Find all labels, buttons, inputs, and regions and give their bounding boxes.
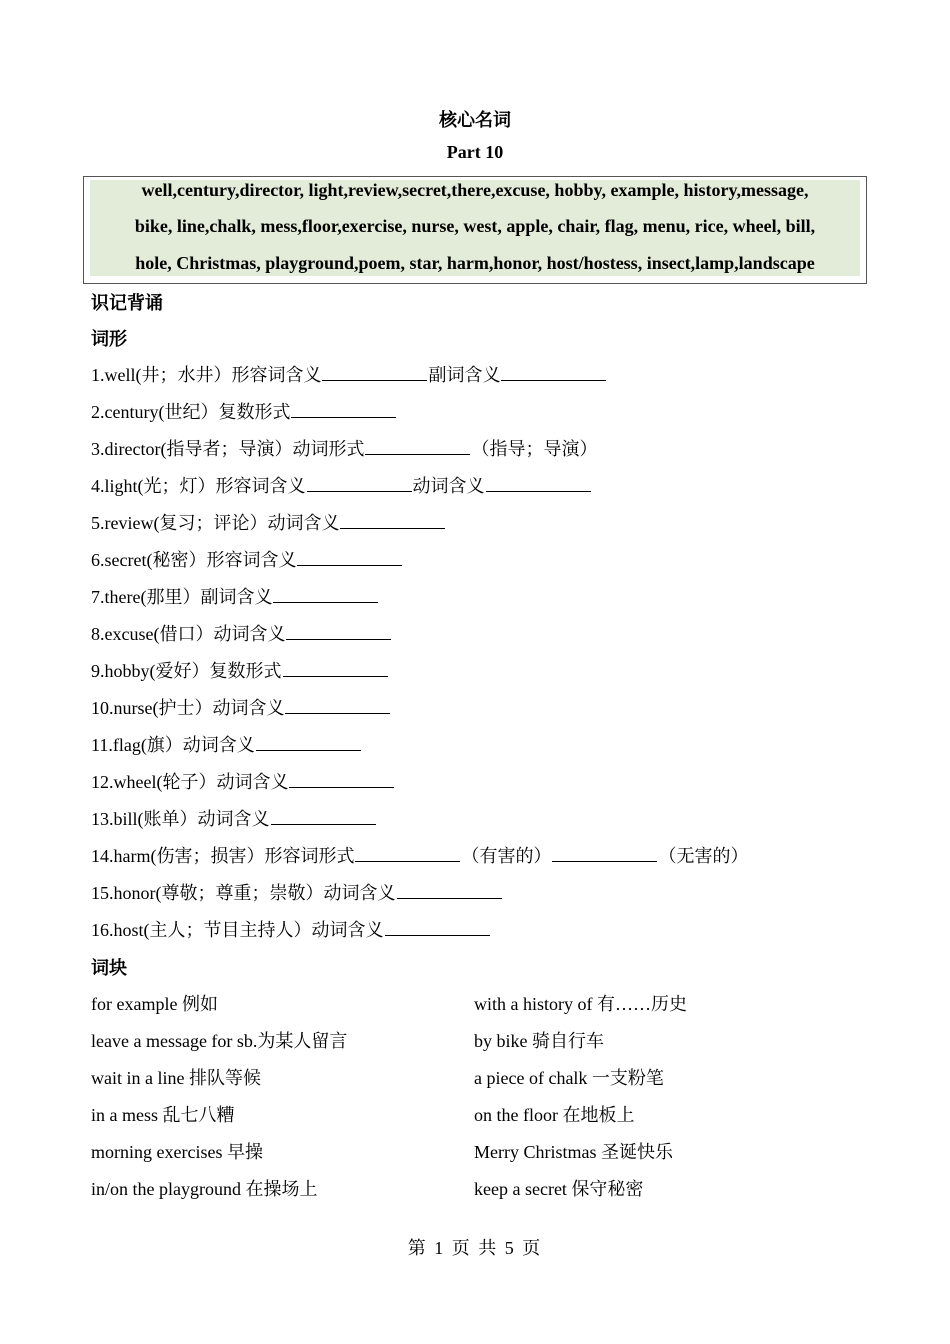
answer-blank[interactable] [340,512,445,529]
exercise-text: 7.there(那里）副词含义 [91,587,273,607]
vocab-box [83,176,867,284]
exercise-text: （无害的） [658,846,749,866]
answer-blank[interactable] [385,919,490,936]
answer-blank[interactable] [289,771,394,788]
phrase-item: for example 例如 [91,994,218,1014]
phrase-item: by bike 骑自行车 [474,1031,604,1051]
exercise-item [91,546,403,572]
answer-blank[interactable] [322,364,427,381]
exercise-item [91,731,362,757]
exercise-item [91,842,748,868]
vocab-line: well,century,director, light,review,secret,there,excuse, hobby, example, history,message, [141,180,809,200]
exercise-item [91,620,392,646]
exercise-text: 副词含义 [428,365,501,385]
exercise-text: 8.excuse(借口）动词含义 [91,624,286,644]
answer-blank[interactable] [283,660,388,677]
exercise-text: 11.flag(旗）动词含义 [91,735,255,755]
exercise-text: 动词含义 [412,476,485,496]
exercise-item [91,435,597,461]
phrase-item: on the floor 在地板上 [474,1105,635,1125]
phrase-item: a piece of chalk 一支粉笔 [474,1068,664,1088]
exercise-text: 9.hobby(爱好）复数形式 [91,661,282,681]
exercise-item [91,805,377,831]
exercise-text: 1.well(井；水井）形容词含义 [91,365,322,385]
exercise-text: 2.century(世纪）复数形式 [91,402,291,422]
exercise-item [91,398,397,424]
answer-blank[interactable] [397,882,502,899]
answer-blank[interactable] [286,623,391,640]
exercise-item [91,879,503,905]
exercise-text: （指导；导演） [471,439,598,459]
answer-blank[interactable] [552,845,657,862]
answer-blank[interactable] [355,845,460,862]
exercise-text: 16.host(主人；节目主持人）动词含义 [91,920,384,940]
answer-blank[interactable] [273,586,378,603]
section-heading-memorize: 识记背诵 [91,293,163,313]
exercise-text: 12.wheel(轮子）动词含义 [91,772,289,792]
exercise-item [91,916,491,942]
phrase-item: in a mess 乱七八糟 [91,1105,235,1125]
answer-blank[interactable] [486,475,591,492]
exercise-text: 4.light(光；灯）形容词含义 [91,476,306,496]
exercise-text: （有害的） [461,846,552,866]
phrase-item: in/on the playground 在操场上 [91,1179,318,1199]
phrase-item: Merry Christmas 圣诞快乐 [474,1142,673,1162]
page-footer: 第 1 页 共 5 页 [407,1238,543,1258]
exercise-text: 3.director(指导者；导演）动词形式 [91,439,365,459]
vocab-highlight [90,180,860,276]
exercise-text: 5.review(复习；评论）动词含义 [91,513,340,533]
exercise-text: 10.nurse(护士）动词含义 [91,698,285,718]
exercise-item [91,694,391,720]
exercise-item [91,583,379,609]
exercise-text: 6.secret(秘密）形容词含义 [91,550,297,570]
answer-blank[interactable] [307,475,412,492]
exercise-text: 15.honor(尊敬；尊重；崇敬）动词含义 [91,883,396,903]
answer-blank[interactable] [256,734,361,751]
exercise-item [91,361,607,387]
phrase-item: morning exercises 早操 [91,1142,263,1162]
exercise-item [91,768,395,794]
answer-blank[interactable] [285,697,390,714]
phrase-item: leave a message for sb.为某人留言 [91,1031,348,1051]
section-heading-word-forms: 词形 [91,329,127,349]
part-title: Part 10 [446,142,504,162]
vocab-line: bike, line,chalk, mess,floor,exercise, nurse, west, apple, chair, flag, menu, rice, wheel, bill, [134,216,816,236]
answer-blank[interactable] [291,401,396,418]
answer-blank[interactable] [365,438,470,455]
exercise-item [91,472,592,498]
answer-blank[interactable] [271,808,376,825]
phrase-item: keep a secret 保守秘密 [474,1179,644,1199]
exercise-text: 13.bill(账单）动词含义 [91,809,270,829]
section-heading-phrases: 词块 [91,958,127,978]
exercise-item [91,509,446,535]
exercise-text: 14.harm(伤害；损害）形容词形式 [91,846,355,866]
answer-blank[interactable] [297,549,402,566]
answer-blank[interactable] [501,364,606,381]
phrase-item: wait in a line 排队等候 [91,1068,261,1088]
vocab-line: hole, Christmas, playground,poem, star, harm,honor, host/hostess, insect,lamp,landscape [135,253,815,273]
exercise-item [91,657,389,683]
phrase-item: with a history of 有……历史 [474,994,687,1014]
page-title: 核心名词 [439,110,511,130]
